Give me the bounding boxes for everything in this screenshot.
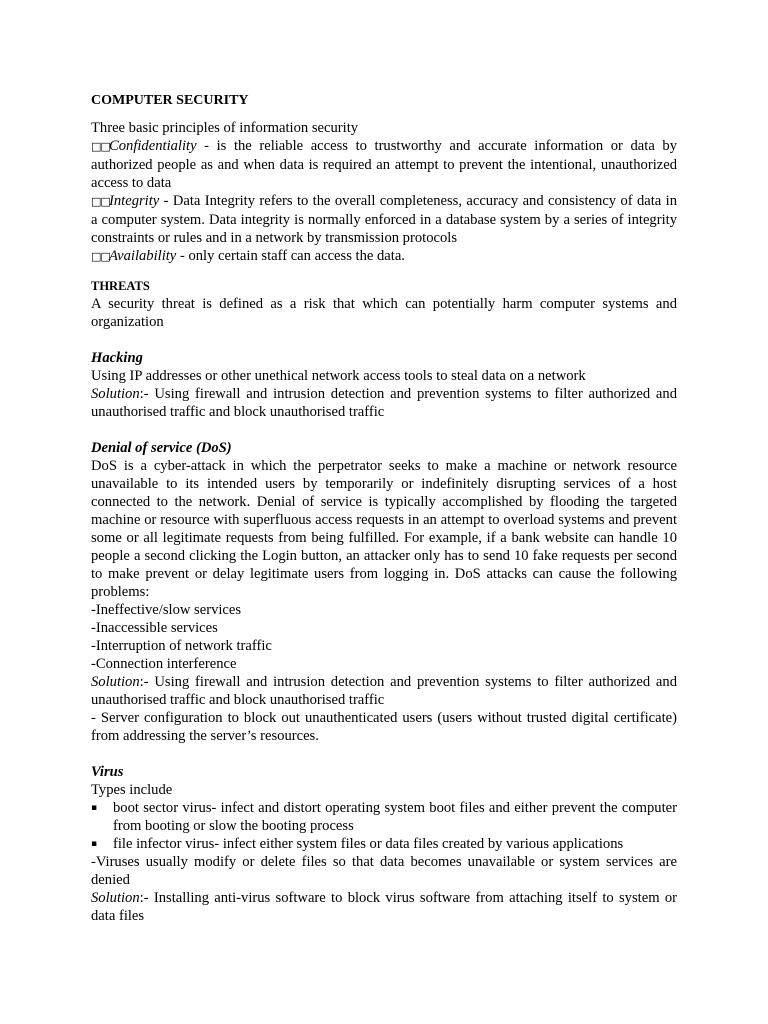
principle-text: - Data Integrity refers to the overall completeness, accuracy and consistency of data in a computer system. Data integrity is normally enforced in a database system by a series of integrity constraints or rules and in a network by transmission protocols	[91, 193, 677, 246]
list-item-text: boot sector virus- infect and distort operating system boot files and either prevent the computer from booting or slow the booting process	[113, 800, 677, 834]
hacking-solution	[91, 385, 677, 421]
solution-text: :- Using firewall and intrusion detection and prevention systems to filter authorized and unauthorised traffic and block unauthorised traffic	[91, 386, 677, 420]
principles-intro: Three basic principles of information security	[91, 120, 359, 136]
dos-problem: -Interruption of network traffic	[91, 638, 272, 654]
threats-definition: A security threat is defined as a risk that which can potentially harm computer systems and organization	[91, 296, 677, 330]
virus-solution	[91, 889, 677, 925]
dos-problem: -Ineffective/slow services	[91, 602, 242, 618]
principle-integrity	[91, 192, 677, 247]
dos-description: DoS is a cyber-attack in which the perpetrator seeks to make a machine or network resource unavailable to its intended users by temporarily or indefinitely disrupting services of a host connected to the network. Denial of service is typically accomplished by flooding the targeted machine or resource with superfluous access requests in an attempt to overload systems and prevent some or all legitimate requests from being fulfilled. For example, if a bank website can handle 10 people a second clicking the Login button, an attacker only has to send 10 fake requests per second to make prevent or delay legitimate users from logging in. DoS attacks can cause the following problems:	[91, 458, 677, 600]
list-item	[91, 799, 677, 835]
principle-availability	[91, 247, 677, 266]
list-item-text: file infector virus- infect either system files or data files created by various applications	[113, 836, 624, 852]
solution-label: Solution	[91, 890, 140, 906]
list-item	[91, 835, 677, 853]
bullet-icon: ▪	[91, 839, 98, 849]
dos-solution	[91, 673, 677, 709]
solution-label: Solution	[91, 386, 140, 402]
virus-types-intro: Types include	[91, 782, 173, 798]
dos-problem: -Connection interference	[91, 656, 237, 672]
solution-text: :- Installing anti-virus software to block virus software from attaching itself to system or data files	[91, 890, 677, 924]
threats-heading: THREATS	[91, 279, 150, 293]
document-title: COMPUTER SECURITY	[91, 93, 249, 108]
virus-types-list	[91, 799, 677, 853]
document-body	[91, 92, 677, 925]
missing-glyph-icon: □□	[91, 250, 110, 263]
virus-heading: Virus	[91, 764, 124, 780]
dos-extra-solution: - Server configuration to block out unauthenticated users (users without trusted digital certificate) from addressing the server’s resources.	[91, 710, 677, 744]
virus-effect: -Viruses usually modify or delete files so that data becomes unavailable or system services are denied	[91, 854, 677, 888]
principle-confidentiality	[91, 137, 677, 192]
principle-term: Confidentiality	[109, 138, 197, 154]
missing-glyph-icon: □□	[91, 140, 110, 153]
missing-glyph-icon: □□	[91, 195, 110, 208]
hacking-heading: Hacking	[91, 350, 143, 366]
solution-label: Solution	[91, 674, 140, 690]
principle-term: Availability	[109, 248, 177, 264]
principle-term: Integrity	[109, 193, 160, 209]
solution-text: :- Using firewall and intrusion detection and prevention systems to filter authorized and unauthorised traffic and block unauthorised traffic	[91, 674, 677, 708]
bullet-icon: ▪	[91, 803, 98, 813]
dos-problem: -Inaccessible services	[91, 620, 218, 636]
dos-heading: Denial of service (DoS)	[91, 440, 232, 456]
hacking-description: Using IP addresses or other unethical network access tools to steal data on a network	[91, 368, 586, 384]
principle-text: - only certain staff can access the data.	[176, 248, 405, 264]
principle-text: - is the reliable access to trustworthy and accurate information or data by authorized people as and when data is required an attempt to prevent the intentional, unauthorized access to data	[91, 138, 677, 191]
